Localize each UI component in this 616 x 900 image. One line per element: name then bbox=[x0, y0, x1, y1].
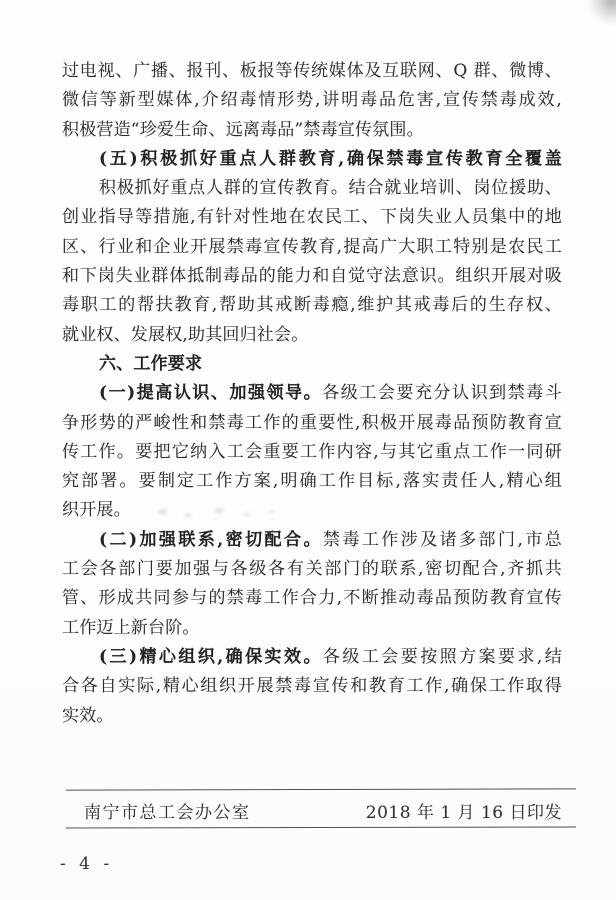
doc-line-7 bbox=[62, 233, 562, 262]
document-body bbox=[62, 57, 562, 731]
body-text: 实效。 bbox=[62, 705, 114, 726]
body-text: 管、形成共同参与的禁毒工作合力,不断推动毒品预防教育宣传 bbox=[62, 588, 562, 609]
page-number: - 4 - bbox=[60, 854, 114, 874]
body-text: 织开展。 bbox=[62, 500, 131, 521]
body-text: 禁毒工作涉及诸多部门,市总 bbox=[322, 529, 562, 550]
body-text: 积极营造“珍爱生命、远离毒品”禁毒宣传氛围。 bbox=[62, 119, 424, 140]
heading-text: (五)积极抓好重点人群教育,确保禁毒宣传教育全覆盖 bbox=[99, 148, 562, 169]
doc-line-13 bbox=[62, 409, 562, 438]
emphasis-text: (三)精心组织,确保实效。 bbox=[99, 646, 323, 667]
doc-line-20 bbox=[62, 614, 562, 643]
heading-text: 六、工作要求 bbox=[99, 353, 203, 374]
doc-heading-section-5 bbox=[62, 145, 562, 174]
footer-print-date: 2018 年 1 月 16 日印发 bbox=[365, 802, 562, 823]
body-text: 工作迈上新台阶。 bbox=[62, 617, 200, 638]
body-text: 过电视、广播、报刊、板报等传统媒体及互联网、Q 群、微博、 bbox=[62, 61, 562, 81]
body-text: 和下岗失业群体抵制毒品的能力和自觉守法意识。组织开展对吸 bbox=[62, 266, 562, 287]
doc-line-16 bbox=[62, 496, 562, 525]
body-text: 区、行业和企业开展禁毒宣传教育,提高广大职工特别是农民工 bbox=[62, 236, 562, 257]
body-text: 合各自实际,精心组织开展禁毒宣传和教育工作,确保工作取得 bbox=[62, 676, 562, 697]
doc-line-6 bbox=[62, 203, 562, 232]
doc-line-12 bbox=[62, 379, 562, 408]
body-text: 工会各部门要加强与各级各有关部门的联系,密切配合,齐抓共 bbox=[62, 559, 562, 580]
emphasis-text: (一)提高认识、加强领导。 bbox=[99, 383, 323, 404]
doc-line-8 bbox=[62, 262, 562, 291]
body-text: 就业权、发展权,助其回归社会。 bbox=[62, 324, 309, 345]
doc-line-19 bbox=[62, 584, 562, 613]
doc-line-15 bbox=[62, 467, 562, 496]
footer-rule-top bbox=[66, 788, 576, 790]
body-text: 各级工会要充分认识到禁毒斗 bbox=[322, 383, 562, 404]
doc-line-9 bbox=[62, 291, 562, 320]
body-text: 微信等新型媒体,介绍毒情形势,讲明毒品危害,宣传禁毒成效, bbox=[62, 90, 562, 111]
emphasis-text: (二)加强联系,密切配合。 bbox=[99, 529, 323, 550]
body-text: 积极抓好重点人群的宣传教育。结合就业培训、岗位援助、 bbox=[99, 178, 562, 199]
body-text: 毒职工的帮扶教育,帮助其戒断毒瘾,维护其戒毒后的生存权、 bbox=[62, 295, 562, 316]
doc-line-18 bbox=[62, 555, 562, 584]
doc-line-5 bbox=[62, 174, 562, 203]
scan-corner-artifact bbox=[588, 0, 616, 28]
body-text: 争形势的严峻性和禁毒工作的重要性,积极开展毒品预防教育宣 bbox=[62, 412, 562, 433]
doc-line-22 bbox=[62, 672, 562, 701]
footer-issuer: 南宁市总工会办公室 bbox=[84, 802, 251, 823]
doc-line-14 bbox=[62, 438, 562, 467]
body-text: 各级工会要按照方案要求,结 bbox=[322, 646, 562, 667]
doc-line-3 bbox=[62, 116, 562, 145]
doc-line-21 bbox=[62, 643, 562, 672]
body-text: 究部署。要制定工作方案,明确工作目标,落实责任人,精心组 bbox=[62, 471, 562, 492]
doc-line-17 bbox=[62, 526, 562, 555]
doc-line-2 bbox=[62, 86, 562, 115]
ink-smudge-artifact bbox=[146, 501, 286, 525]
body-text: 传工作。要把它纳入工会重要工作内容,与其它重点工作一同研 bbox=[62, 441, 562, 462]
footer bbox=[84, 798, 562, 822]
doc-heading-section-6 bbox=[62, 350, 562, 379]
doc-line-23 bbox=[62, 702, 562, 731]
doc-line-10 bbox=[62, 321, 562, 350]
footer-rule-bottom bbox=[66, 827, 576, 829]
body-text: 创业指导等措施,有针对性地在农民工、下岗失业人员集中的地 bbox=[62, 207, 562, 228]
doc-line-1 bbox=[62, 57, 562, 86]
